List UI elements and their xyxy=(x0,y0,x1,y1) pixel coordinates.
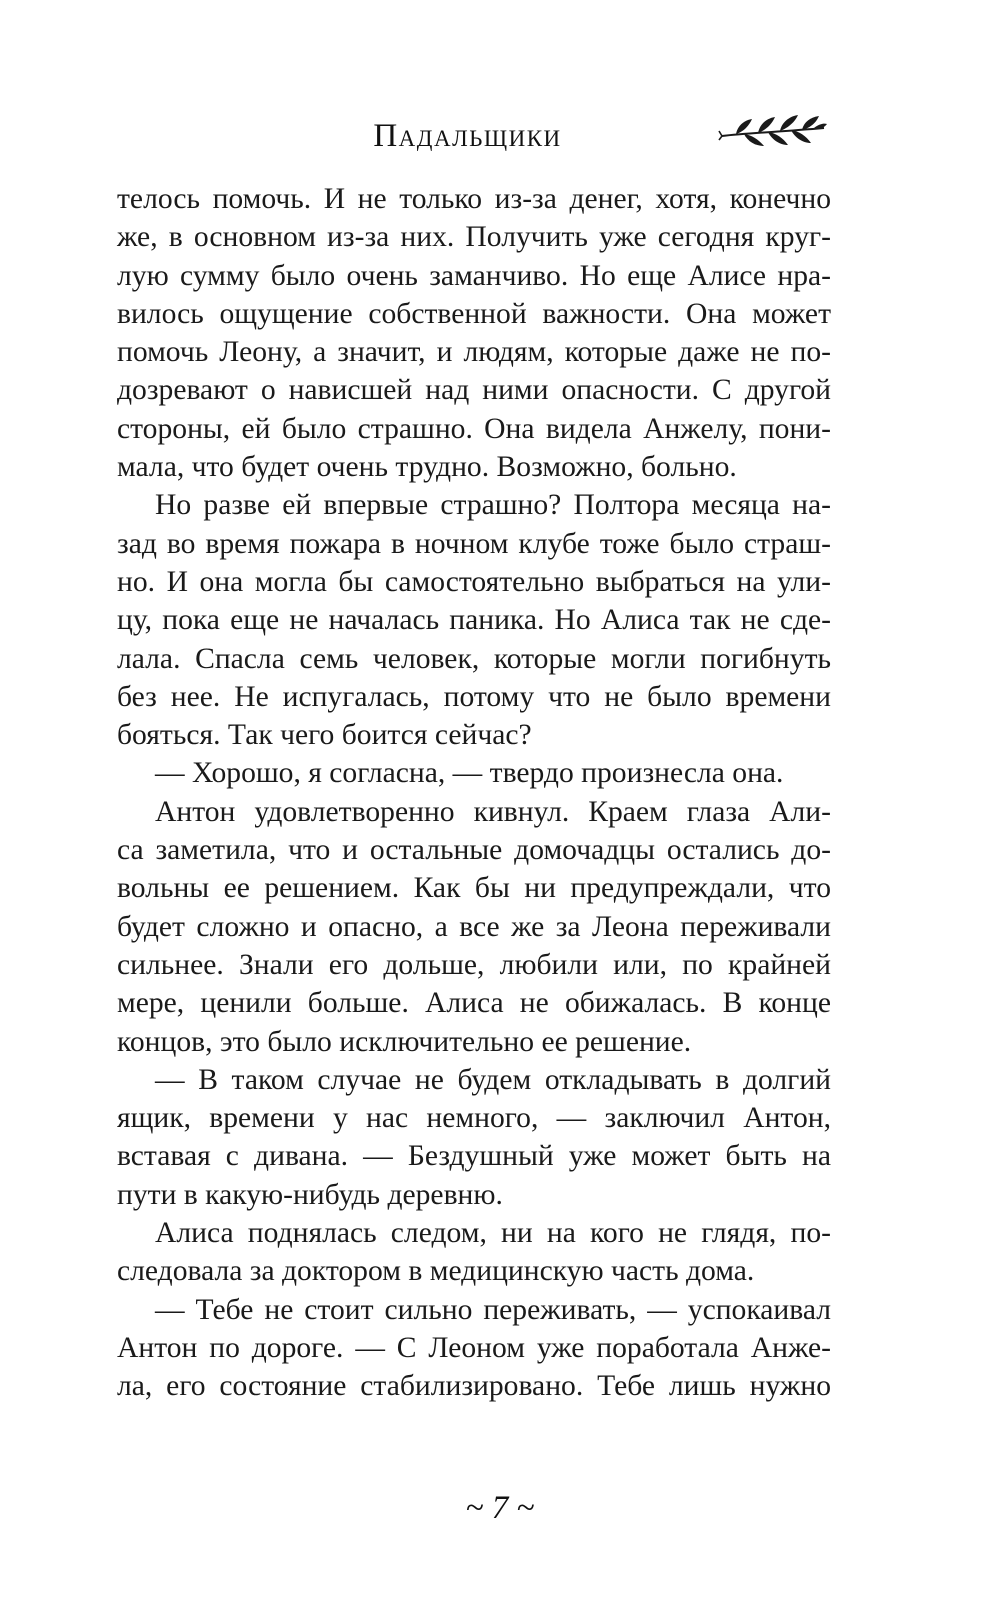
text-line: Антон по дороге. — С Леоном уже поработала Анже- xyxy=(117,1331,831,1364)
text-line: ящик, времени у нас немного, — заключил Антон, xyxy=(117,1102,831,1135)
text-line: са заметила, что и остальные домочадцы остались до- xyxy=(117,834,831,867)
running-title: Падальщики xyxy=(373,118,562,154)
page-number: ~ 7 ~ xyxy=(465,1490,535,1526)
text-line: лала. Спасла семь человек, которые могли погибнуть xyxy=(117,642,831,675)
text-line: ла, его состояние стабилизировано. Тебе лишь нужно xyxy=(117,1370,831,1403)
text-line: сильнее. Знали его дольше, любили или, по крайней xyxy=(117,948,831,981)
text-line: бояться. Так чего боится сейчас? xyxy=(117,719,532,752)
text-line: — В таком случае не будем откладывать в долгий xyxy=(155,1063,831,1096)
text-line: помочь Леону, а значит, и людям, которые даже не по- xyxy=(117,336,831,369)
text-line: лую сумму было очень заманчиво. Но еще Алисе нра- xyxy=(117,259,831,292)
text-line: мере, ценили больше. Алиса не обижалась. В конце xyxy=(117,987,831,1020)
text-line: — Хорошо, я согласна, — твердо произнесла она. xyxy=(155,757,784,790)
text-line: мала, что будет очень трудно. Возможно, больно. xyxy=(117,451,737,484)
text-line: концов, это было исключительно ее решение. xyxy=(117,1025,692,1058)
text-line: будет сложно и опасно, а все же за Леона переживали xyxy=(117,910,831,943)
text-line: стороны, ей было страшно. Она видела Анжелу, пони- xyxy=(117,412,831,445)
text-line: пути в какую-нибудь деревню. xyxy=(117,1178,503,1211)
text-line: Антон удовлетворенно кивнул. Краем глаза Али- xyxy=(155,795,831,828)
text-line: но. И она могла бы самостоятельно выбраться на ули- xyxy=(117,565,831,598)
text-line: цу, пока еще не началась паника. Но Алиса так не сде- xyxy=(117,604,831,637)
text-line: без нее. Не испугалась, потому что не было времени xyxy=(117,680,831,713)
text-line: вольны ее решением. Как бы ни предупреждали, что xyxy=(117,872,831,905)
text-line: вилось ощущение собственной важности. Она может xyxy=(117,297,831,330)
text-line: дозревают о нависшей над ними опасности. С другой xyxy=(117,374,831,407)
text-line: телось помочь. И не только из-за денег, хотя, конечно xyxy=(117,183,831,215)
text-line: зад во время пожара в ночном клубе тоже было страш- xyxy=(117,527,831,560)
text-line: же, в основном из-за них. Получить уже сегодня круг- xyxy=(117,221,831,254)
text-line: — Тебе не стоит сильно переживать, — успокаивал xyxy=(155,1293,831,1326)
text-line: Алиса поднялась следом, ни на кого не глядя, по- xyxy=(155,1217,831,1250)
text-line: следовала за доктором в медицинскую часть дома. xyxy=(117,1255,755,1288)
leaf-branch-ornament-icon xyxy=(718,112,828,154)
text-line: Но разве ей впервые страшно? Полтора месяца на- xyxy=(155,489,831,522)
text-line: вставая с дивана. — Бездушный уже может быть на xyxy=(117,1140,831,1173)
running-header xyxy=(0,110,1000,160)
body-text xyxy=(117,180,831,1406)
